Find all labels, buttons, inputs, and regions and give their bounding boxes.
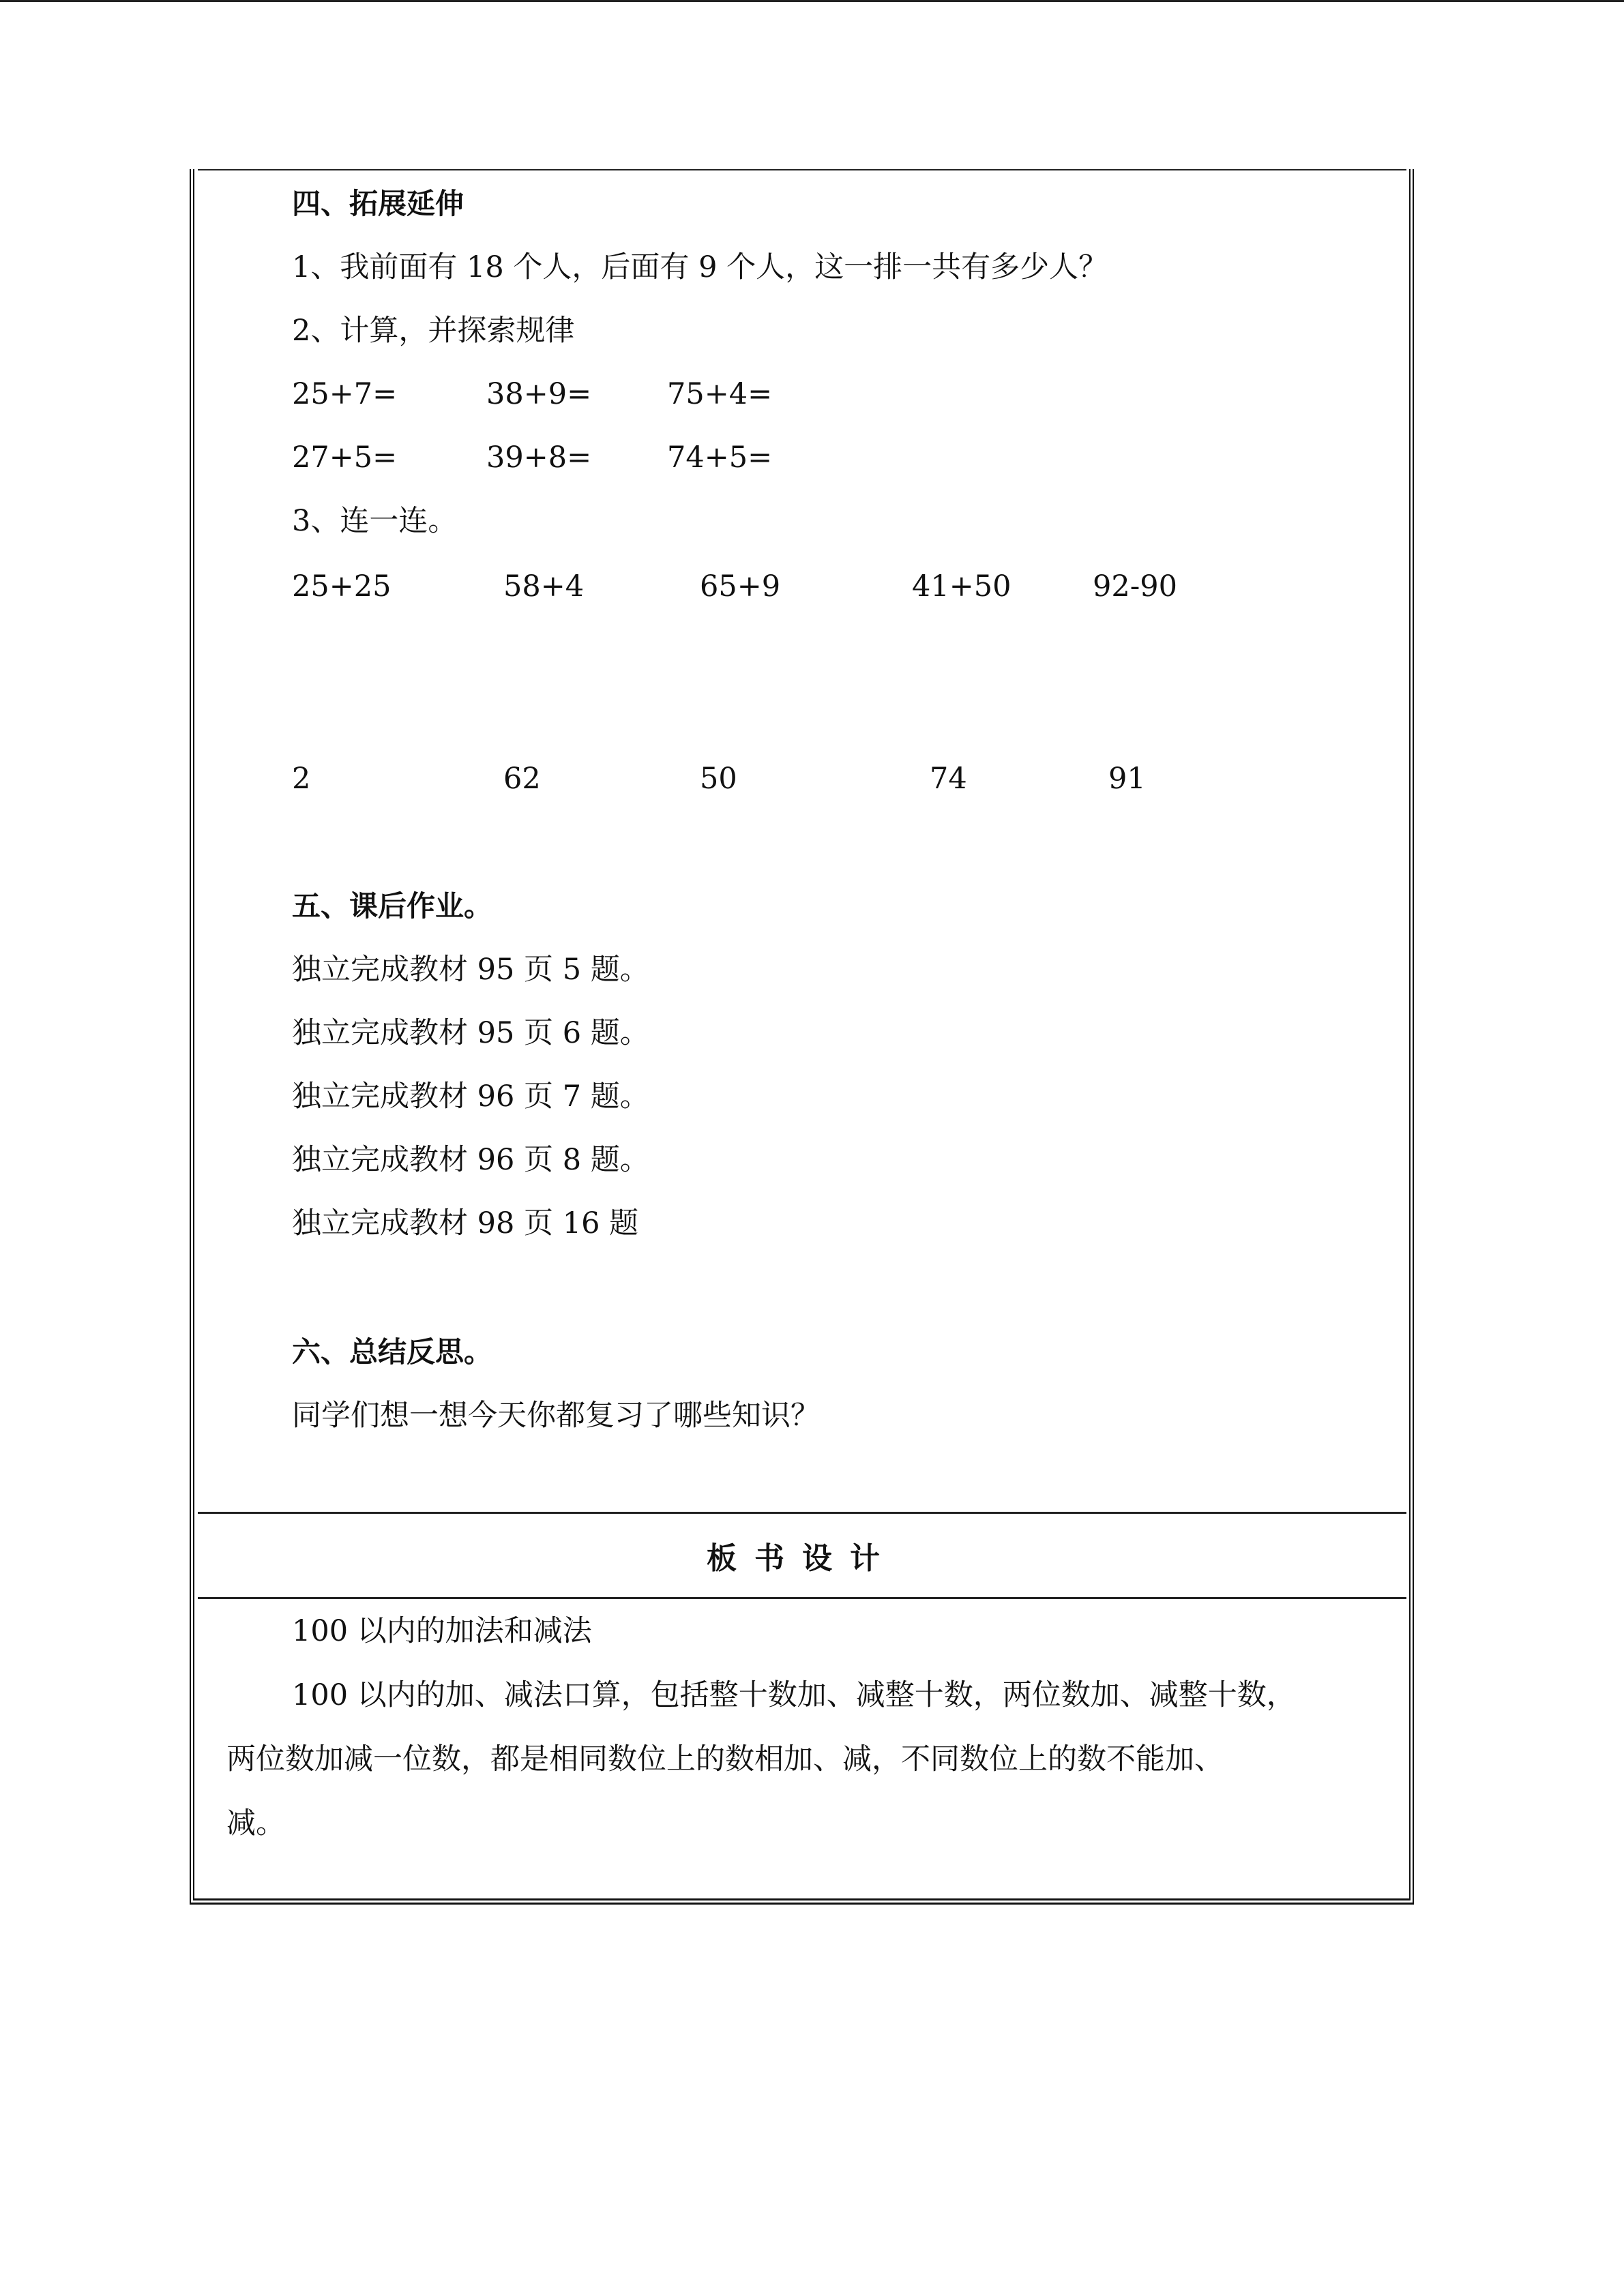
board-text-line: 两位数加减一位数，都是相同数位上的数相加、减，不同数位上的数不能加、 [226,1742,1224,1776]
homework-item: 独立完成教材 95 页 6 题。 [292,1016,649,1050]
match-expression: 41+50 [912,569,1012,603]
calc-item: 39+8= [486,441,592,475]
board-subtitle: 100 以内的加法和减法 [292,1614,592,1648]
homework-item: 独立完成教材 96 页 7 题。 [292,1079,649,1114]
board-text-line: 100 以内的加、减法口算，包括整十数加、减整十数，两位数加、减整十数， [292,1678,1296,1712]
section6-heading: 六、总结反思。 [292,1335,493,1369]
match-answer: 74 [930,762,967,796]
question-1: 1、我前面有 18 个人，后面有 9 个人，这一排一共有多少人？ [292,250,1108,284]
calc-item: 38+9= [486,377,592,411]
match-expression: 58+4 [503,569,585,603]
match-answer: 2 [292,762,311,796]
question-3: 3、连一连。 [292,504,458,538]
board-text-line: 减。 [226,1806,285,1840]
board-design-title: 板书设计 [707,1541,898,1576]
calc-item: 27+5= [292,441,398,475]
reflection-text: 同学们想一想今天你都复习了哪些知识？ [292,1399,820,1433]
calc-item: 25+7= [292,377,398,411]
question-2: 2、计算，并探索规律 [292,314,575,348]
homework-item: 独立完成教材 96 页 8 题。 [292,1143,649,1177]
match-expression: 92-90 [1093,569,1177,603]
table-top-border [198,169,1406,170]
page-top-border [0,0,1624,2]
match-expression: 25+25 [292,569,392,603]
section5-heading: 五、课后作业。 [292,889,493,923]
match-expression: 65+9 [700,569,781,603]
match-answer: 62 [503,762,541,796]
match-answer: 91 [1108,762,1146,796]
section4-heading: 四、拓展延伸 [292,187,464,220]
homework-item: 独立完成教材 95 页 5 题。 [292,953,649,987]
calc-item: 75+4= [667,377,773,411]
homework-item: 独立完成教材 98 页 16 题 [292,1206,639,1240]
table-divider [198,1597,1406,1599]
calc-item: 74+5= [667,441,773,475]
match-answer: 50 [700,762,737,796]
